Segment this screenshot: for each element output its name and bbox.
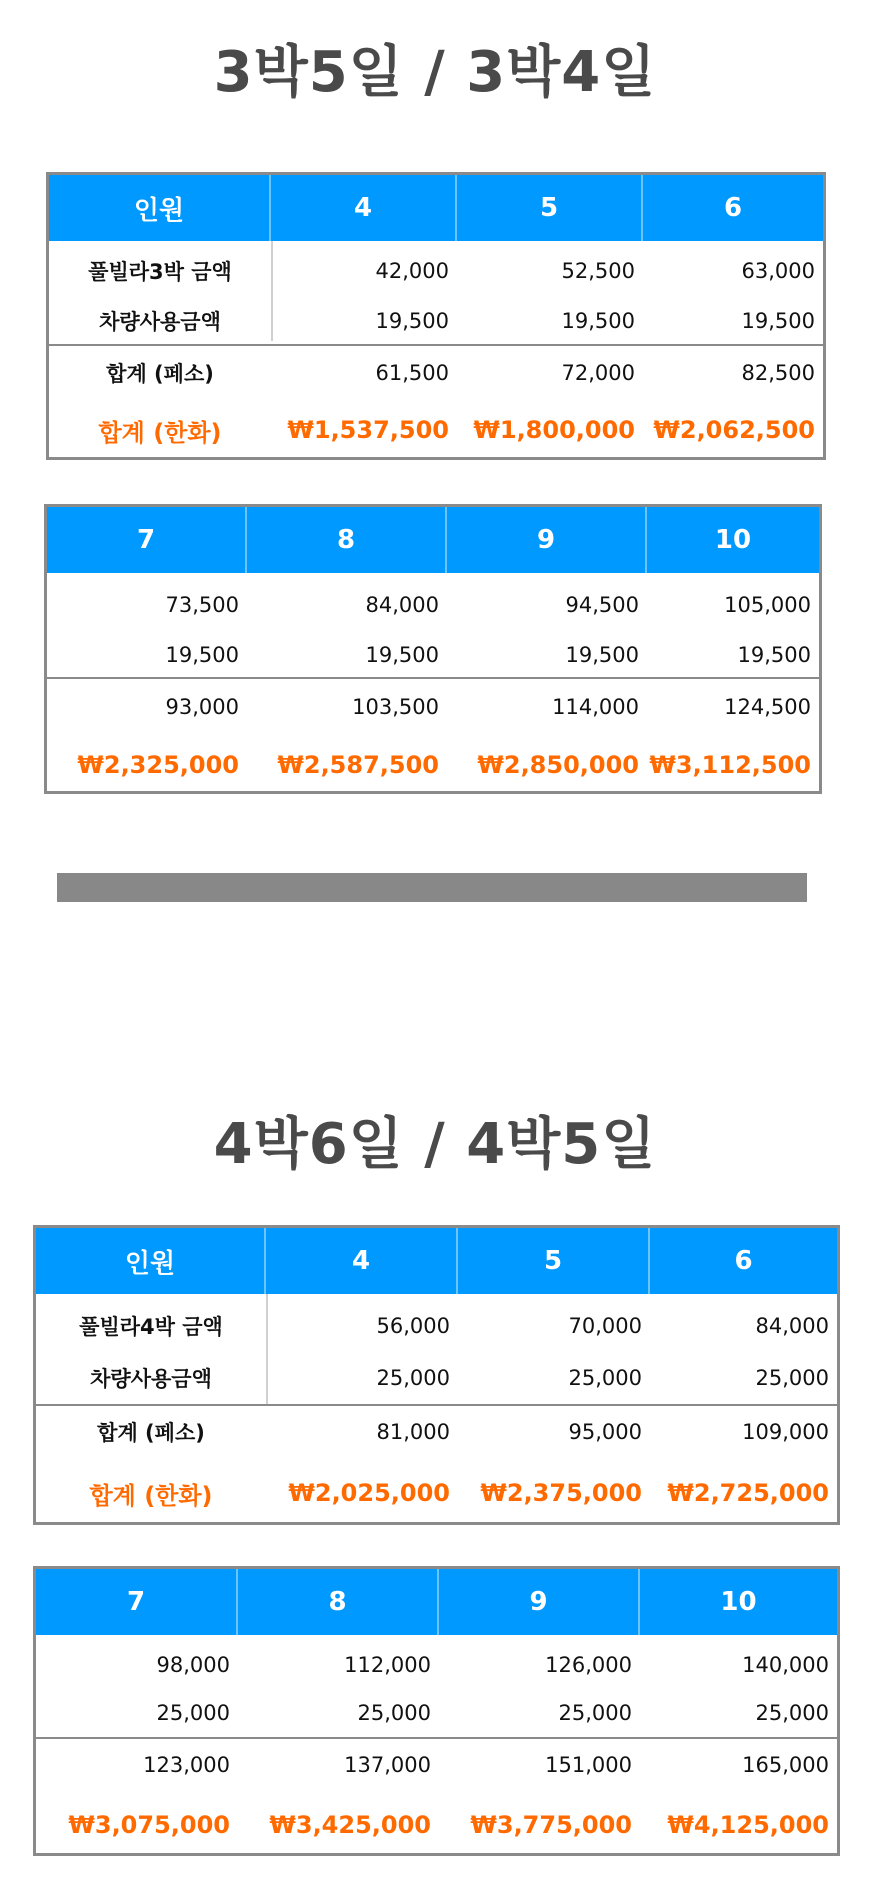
value-cell: 52,500 — [561, 259, 635, 283]
value-cell: 123,000 — [143, 1753, 230, 1777]
price-table-3n-a — [46, 172, 826, 460]
value-cell: 112,000 — [344, 1653, 431, 1677]
value-cell: 126,000 — [545, 1653, 632, 1677]
krw-value-cell: ₩4,125,000 — [667, 1811, 829, 1839]
krw-value-cell: ₩2,025,000 — [288, 1479, 450, 1507]
value-cell: 105,000 — [724, 593, 811, 617]
value-cell: 109,000 — [742, 1420, 829, 1444]
row-label: 합계 (페소) — [106, 362, 214, 386]
table-row — [36, 1306, 837, 1346]
table-row — [47, 635, 819, 675]
krw-value-cell: ₩1,800,000 — [473, 416, 635, 444]
row-label: 합계 (한화) — [89, 1481, 213, 1510]
row-label: 차량사용금액 — [99, 310, 221, 334]
header-cell-8: 8 — [247, 507, 447, 573]
section-1-title: 3박5일 / 3박4일 — [213, 40, 657, 105]
table-row — [47, 743, 819, 787]
krw-value-cell: ₩3,425,000 — [269, 1811, 431, 1839]
price-table-4n-b — [33, 1566, 840, 1856]
section-2-title: 4박6일 / 4박5일 — [213, 1112, 657, 1177]
header-cell-5: 5 — [458, 1228, 650, 1294]
value-cell: 25,000 — [755, 1366, 829, 1390]
krw-value-cell: ₩3,775,000 — [470, 1811, 632, 1839]
krw-value-cell: ₩2,375,000 — [480, 1479, 642, 1507]
value-cell: 25,000 — [156, 1701, 230, 1725]
header-cell-6: 6 — [723, 193, 743, 223]
table-row — [36, 1745, 837, 1785]
table-row — [36, 1645, 837, 1685]
value-cell: 140,000 — [742, 1653, 829, 1677]
value-cell: 61,500 — [375, 361, 449, 385]
value-cell: 81,000 — [376, 1420, 450, 1444]
header-cell-5: 5 — [457, 175, 643, 241]
table-row — [36, 1693, 837, 1733]
table-row — [49, 301, 823, 341]
krw-value-cell: ₩3,112,500 — [649, 751, 811, 779]
krw-value-cell: ₩3,075,000 — [68, 1811, 230, 1839]
table-row — [49, 251, 823, 291]
value-cell: 25,000 — [357, 1701, 431, 1725]
value-cell: 19,500 — [565, 643, 639, 667]
table-row — [36, 1412, 837, 1452]
value-cell: 151,000 — [545, 1753, 632, 1777]
row-label: 차량사용금액 — [90, 1367, 212, 1391]
header-cell-6: 6 — [734, 1246, 753, 1276]
value-cell: 19,500 — [737, 643, 811, 667]
header-cell-9: 9 — [447, 507, 647, 573]
krw-value-cell: ₩2,850,000 — [477, 751, 639, 779]
section-divider-bar — [57, 873, 807, 902]
header-cell-7: 7 — [36, 1569, 238, 1635]
header-cell-4: 4 — [266, 1228, 458, 1294]
table-row — [49, 353, 823, 393]
value-cell: 72,000 — [561, 361, 635, 385]
value-cell: 84,000 — [365, 593, 439, 617]
value-cell: 93,000 — [165, 695, 239, 719]
value-cell: 165,000 — [742, 1753, 829, 1777]
value-cell: 42,000 — [375, 259, 449, 283]
row-label: 합계 (한화) — [98, 418, 222, 447]
krw-value-cell: ₩2,587,500 — [277, 751, 439, 779]
table-row — [47, 585, 819, 625]
price-table-3n-b — [44, 504, 822, 794]
value-cell: 19,500 — [365, 643, 439, 667]
row-label: 합계 (페소) — [97, 1421, 205, 1445]
table-row — [49, 407, 823, 453]
value-cell: 19,500 — [165, 643, 239, 667]
value-cell: 124,500 — [724, 695, 811, 719]
value-cell: 25,000 — [568, 1366, 642, 1390]
table-row — [47, 687, 819, 727]
table-row — [36, 1358, 837, 1398]
krw-value-cell: ₩1,537,500 — [287, 416, 449, 444]
krw-value-cell: ₩2,325,000 — [77, 751, 239, 779]
value-cell: 63,000 — [741, 259, 815, 283]
header-cell-4: 4 — [271, 175, 457, 241]
value-cell: 73,500 — [165, 593, 239, 617]
header-cell-10: 10 — [714, 525, 752, 555]
header-cell-9: 9 — [439, 1569, 640, 1635]
header-cell-people: 인원 — [36, 1228, 266, 1294]
value-cell: 19,500 — [375, 309, 449, 333]
header-cell-10: 10 — [720, 1587, 757, 1617]
table-row — [36, 1470, 837, 1516]
row-label: 풀빌라3박 금액 — [88, 260, 232, 284]
value-cell: 19,500 — [741, 309, 815, 333]
value-cell: 137,000 — [344, 1753, 431, 1777]
krw-value-cell: ₩2,725,000 — [667, 1479, 829, 1507]
value-cell: 84,000 — [755, 1314, 829, 1338]
value-cell: 98,000 — [156, 1653, 230, 1677]
value-cell: 95,000 — [568, 1420, 642, 1444]
value-cell: 25,000 — [755, 1701, 829, 1725]
value-cell: 56,000 — [376, 1314, 450, 1338]
row-label: 풀빌라4박 금액 — [79, 1315, 223, 1339]
table-header — [47, 507, 819, 573]
value-cell: 19,500 — [561, 309, 635, 333]
value-cell: 25,000 — [558, 1701, 632, 1725]
value-cell: 82,500 — [741, 361, 815, 385]
price-table-4n-a — [33, 1225, 840, 1525]
table-row — [36, 1803, 837, 1847]
value-cell: 103,500 — [352, 695, 439, 719]
table-header — [36, 1228, 837, 1294]
krw-value-cell: ₩2,062,500 — [653, 416, 815, 444]
header-cell-8: 8 — [238, 1569, 439, 1635]
value-cell: 70,000 — [568, 1314, 642, 1338]
table-header — [36, 1569, 837, 1635]
value-cell: 94,500 — [565, 593, 639, 617]
value-cell: 114,000 — [552, 695, 639, 719]
table-header — [49, 175, 823, 241]
value-cell: 25,000 — [376, 1366, 450, 1390]
header-cell-people: 인원 — [49, 175, 271, 241]
header-cell-7: 7 — [47, 507, 247, 573]
